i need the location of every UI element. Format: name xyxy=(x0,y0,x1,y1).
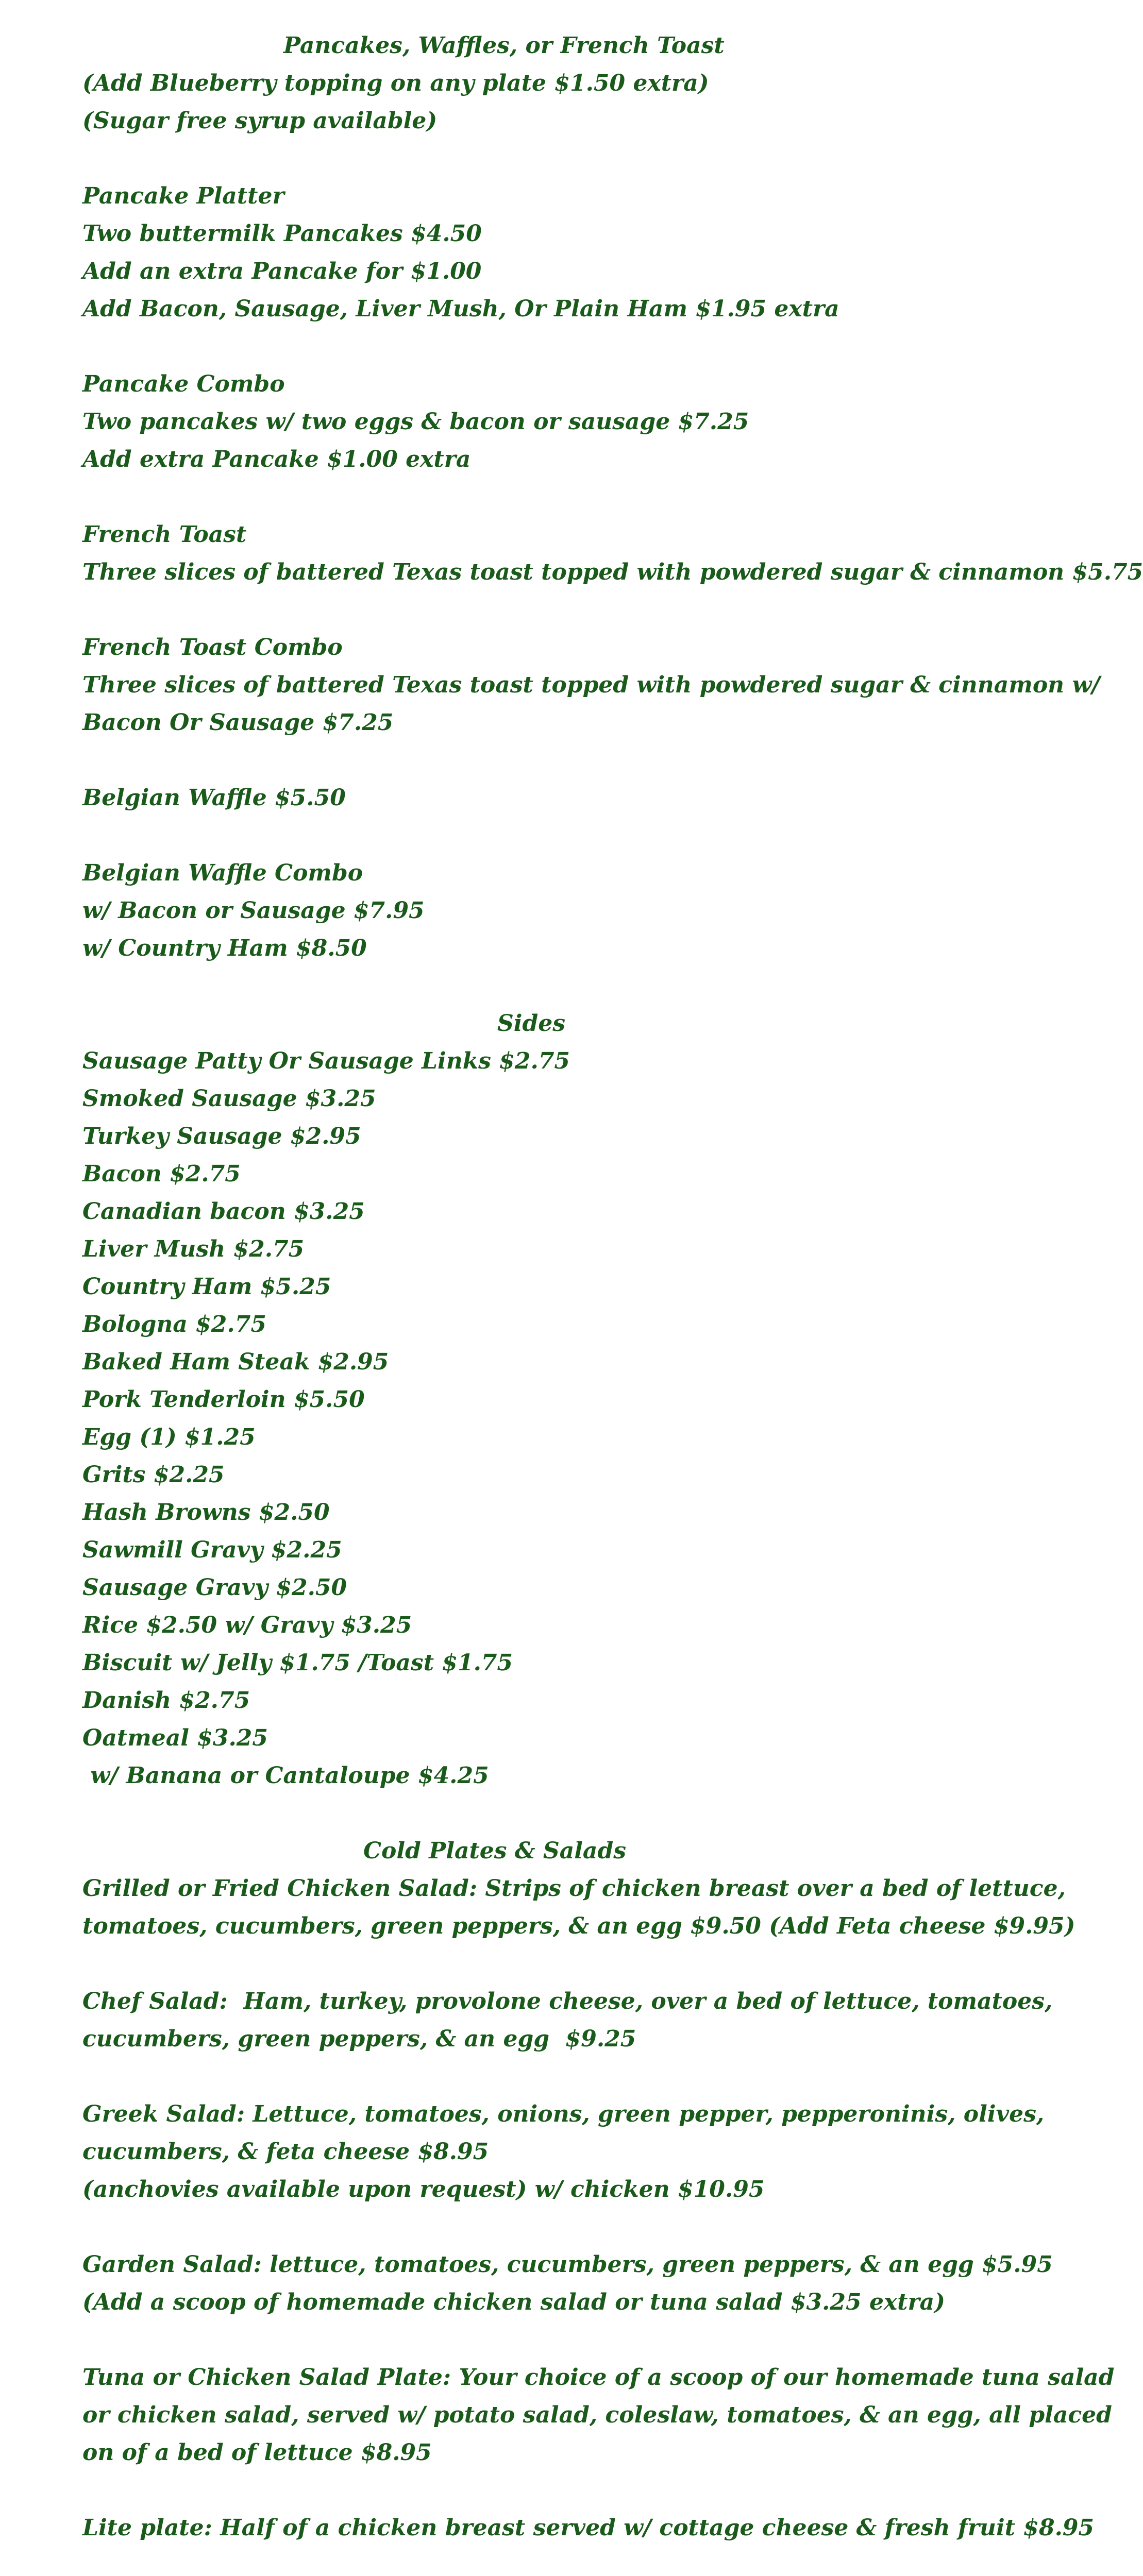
greek-salad-line: Greek Salad: Lettuce, tomatoes, onions, green pepper, pepperoninis, olives, xyxy=(82,2101,1045,2127)
pancake-platter-line: Add Bacon, Sausage, Liver Mush, Or Plain Ham $1.95 extra xyxy=(82,296,839,322)
pancakes-section-title: Pancakes, Waffles, or French Toast xyxy=(283,32,725,59)
spacer xyxy=(82,2208,969,2246)
spacer xyxy=(82,817,969,854)
greek-salad-line: (anchovies available upon request) w/ chicken $10.95 xyxy=(82,2176,765,2202)
spacer xyxy=(82,967,969,1005)
side-item: Bacon $2.75 xyxy=(82,1161,241,1187)
cold-plates-section-title: Cold Plates & Salads xyxy=(363,1838,626,1864)
spacer xyxy=(82,1794,969,1832)
spacer xyxy=(82,2547,969,2576)
side-item: Rice $2.50 w/ Gravy $3.25 xyxy=(82,1612,412,1638)
tuna-chicken-plate-line: on of a bed of lettuce $8.95 xyxy=(82,2439,432,2466)
french-toast-title: French Toast xyxy=(82,521,247,548)
side-item: Grits $2.25 xyxy=(82,1462,225,1488)
garden-salad-line: (Add a scoop of homemade chicken salad or tuna salad $3.25 extra) xyxy=(82,2289,945,2315)
pancake-platter-line: Two buttermilk Pancakes $4.50 xyxy=(82,221,482,247)
side-item: Danish $2.75 xyxy=(82,1687,250,1714)
blueberry-note: (Add Blueberry topping on any plate $1.50 extra) xyxy=(82,70,709,96)
side-item: Bologna $2.75 xyxy=(82,1311,266,1337)
chef-salad-line: Chef Salad: Ham, turkey, provolone cheese, over a bed of lettuce, tomatoes, xyxy=(82,1988,1053,2014)
side-item: Sausage Gravy $2.50 xyxy=(82,1574,347,1601)
spacer xyxy=(82,591,969,629)
pancake-combo-title: Pancake Combo xyxy=(82,371,285,397)
side-item: Sausage Patty Or Sausage Links $2.75 xyxy=(82,1048,570,1074)
sides-list xyxy=(82,1042,969,1794)
side-item: Sawmill Gravy $2.25 xyxy=(82,1537,342,1563)
chef-salad-line: cucumbers, green peppers, & an egg $9.25 xyxy=(82,2026,636,2052)
lite-plate-line: Lite plate: Half of a chicken breast served w/ cottage cheese & fresh fruit $8.95 xyxy=(82,2515,1095,2541)
pancake-combo-line: Two pancakes w/ two eggs & bacon or sausage $7.25 xyxy=(82,409,749,435)
spacer xyxy=(82,140,969,177)
tuna-chicken-plate-line: or chicken salad, served w/ potato salad, coleslaw, tomatoes, & an egg, all placed xyxy=(82,2402,1112,2428)
tuna-chicken-plate-line: Tuna or Chicken Salad Plate: Your choice of a scoop of our homemade tuna salad xyxy=(82,2364,1115,2391)
belgian-waffle-combo-title: Belgian Waffle Combo xyxy=(82,860,363,886)
side-item: Biscuit w/ Jelly $1.75 /Toast $1.75 xyxy=(82,1650,513,1676)
pancake-combo-line: Add extra Pancake $1.00 extra xyxy=(82,446,471,472)
french-toast-combo-line: Three slices of battered Texas toast topped with powdered sugar & cinnamon w/ xyxy=(82,672,1100,698)
spacer xyxy=(82,1945,969,1982)
side-item: Baked Ham Steak $2.95 xyxy=(82,1349,389,1375)
side-item: Egg (1) $1.25 xyxy=(82,1424,256,1450)
sides-section-title: Sides xyxy=(497,1010,566,1037)
spacer xyxy=(82,2471,969,2509)
syrup-note: (Sugar free syrup available) xyxy=(82,108,438,134)
side-item: Smoked Sausage $3.25 xyxy=(82,1086,376,1112)
belgian-waffle-combo-line: w/ Country Ham $8.50 xyxy=(82,935,367,961)
spacer xyxy=(82,2321,969,2359)
side-item: Turkey Sausage $2.95 xyxy=(82,1123,361,1149)
spacer xyxy=(82,478,969,516)
french-toast-combo-line: Bacon Or Sausage $7.25 xyxy=(82,709,394,736)
spacer xyxy=(82,328,969,365)
greek-salad-line: cucumbers, & feta cheese $8.95 xyxy=(82,2139,489,2165)
pancake-platter-line: Add an extra Pancake for $1.00 xyxy=(82,258,482,284)
side-item: Liver Mush $2.75 xyxy=(82,1236,305,1262)
chicken-salad-line: Grilled or Fried Chicken Salad: Strips of chicken breast over a bed of lettuce, xyxy=(82,1875,1066,1902)
pancake-platter-title: Pancake Platter xyxy=(82,183,284,209)
spacer xyxy=(82,2058,969,2095)
side-item: Country Ham $5.25 xyxy=(82,1274,331,1300)
side-item: Oatmeal $3.25 xyxy=(82,1725,268,1751)
french-toast-line: Three slices of battered Texas toast topped with powdered sugar & cinnamon $5.75 xyxy=(82,559,1143,585)
belgian-waffle-combo-line: w/ Bacon or Sausage $7.95 xyxy=(82,897,425,924)
side-item: Hash Browns $2.50 xyxy=(82,1499,330,1526)
side-item: Pork Tenderloin $5.50 xyxy=(82,1386,365,1413)
side-item: Canadian bacon $3.25 xyxy=(82,1198,365,1225)
garden-salad-line: Garden Salad: lettuce, tomatoes, cucumbers, green peppers, & an egg $5.95 xyxy=(82,2251,1053,2278)
side-item: w/ Banana or Cantaloupe $4.25 xyxy=(82,1762,489,1789)
menu-document xyxy=(82,27,1143,2576)
french-toast-combo-title: French Toast Combo xyxy=(82,634,343,660)
chicken-salad-line: tomatoes, cucumbers, green peppers, & an egg $9.50 (Add Feta cheese $9.95) xyxy=(82,1913,1075,1939)
belgian-waffle-line: Belgian Waffle $5.50 xyxy=(82,785,346,811)
spacer xyxy=(82,741,969,779)
